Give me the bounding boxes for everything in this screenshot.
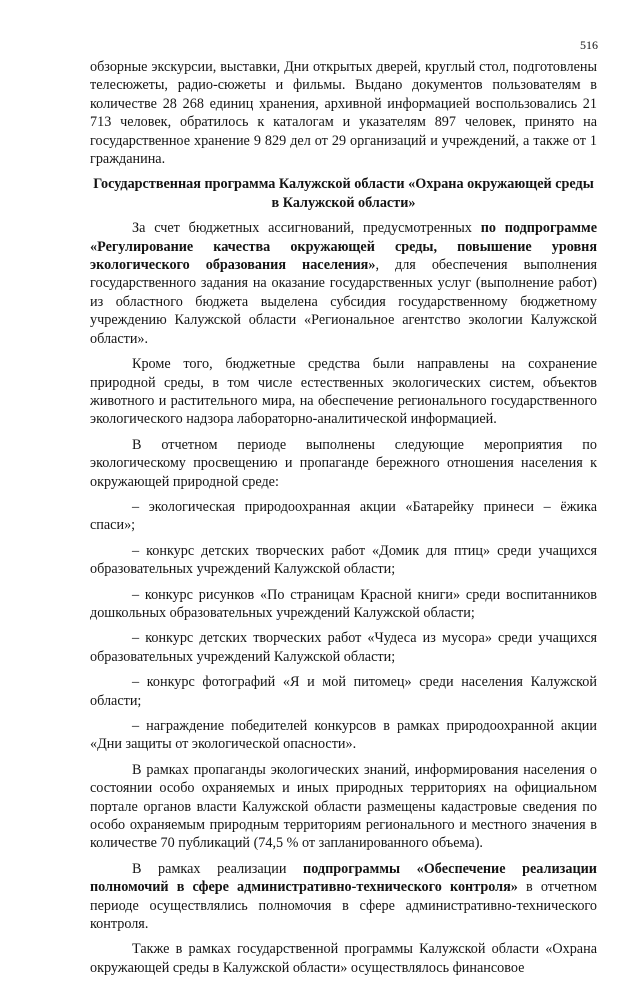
paragraph-cadastral-info: В рамках пропаганды экологических знаний, информирования населения о состоянии особо охраняемых и иных природных территориях на официальном портале органов власти Калужской области размещены кадастровые сведения по особо охраняемым природным территориям регионального и местного значения в количестве 70 публикаций (74,5 % от запланированного объема). (90, 761, 597, 852)
paragraph-financing: Также в рамках государственной программы Калужской области «Охрана окружающей среды в Калужской области» осуществлялось финансовое (90, 941, 597, 976)
paragraph-text: В рамках реализации (132, 860, 304, 877)
page-number: 516 (580, 38, 598, 52)
paragraph-archive-summary: обзорные экскурсии, выставки, Дни открытых дверей, круглый стол, подготовлены телесюжеты, радио-сюжеты и фильмы. Выдано документов пользователям в количестве 28 268 единиц хранения, архивной информацией воспользовались 21 713 человек, обратилось к каталогам и указателям 897 человек, принято на государственное хранение 9 829 дел от 29 организаций и учреждений, а также от 1 гражданина. (90, 59, 597, 168)
document-body (90, 58, 597, 984)
list-item: – экологическая природоохранная акции «Батарейку принеси – ёжика спаси»; (90, 498, 597, 534)
subprogram-name-bold: подпрограммы «Обеспечение реализации полномочий в сфере административно-технического контроля» (90, 860, 597, 896)
list-item: – награждение победителей конкурсов в рамках природоохранной акции «Дни защиты от экологической опасности». (90, 718, 597, 753)
section-heading: Государственная программа Калужской области «Охрана окружающей среды в Калужской области» (93, 176, 594, 211)
paragraph-text: За счет бюджетных ассигнований, предусмотренных (132, 220, 481, 237)
paragraph-admin-control (90, 860, 597, 934)
paragraph-activities-intro: В отчетном периоде выполнены следующие мероприятия по экологическому просвещению и пропаганде бережного отношения населения к окружающей природной среде: (90, 436, 597, 490)
list-item: – конкурс детских творческих работ «Чудеса из мусора» среди учащихся образовательных учреждений Калужской области; (90, 630, 597, 665)
subprogram-name-bold: по подпрограмме «Регулирование качества окружающей среды, повышение уровня экологического образования населения» (90, 220, 598, 274)
paragraph-nature-protection: Кроме того, бюджетные средства были направлены на сохранение природной среды, в том числе естественных экологических систем, объектов животного и растительного мира, на обеспечение регионального государственного экологического надзора лабораторно-аналитической информацией. (90, 356, 597, 428)
paragraph-text: в отчетном периоде осуществлялись полномочия в сфере административно-технического контроля. (90, 879, 597, 933)
paragraph-text: , для обеспечения выполнения государственного задания на оказание государственных услуг (выполнение работ) из областного бюджета выделена субсидия государственному бюджетному учреждению Калужской области «Региональное агентство экологии Калужской области». (90, 257, 597, 347)
list-item: – конкурс детских творческих работ «Домик для птиц» среди учащихся образовательных учреждений Калужской области; (90, 542, 597, 578)
paragraph-budget-subsidy (90, 219, 597, 348)
list-item: – конкурс рисунков «По страницам Красной книги» среди воспитанников дошкольных образовательных учреждений Калужской области; (90, 586, 597, 621)
list-item: – конкурс фотографий «Я и мой питомец» среди населения Калужской области; (90, 674, 597, 709)
